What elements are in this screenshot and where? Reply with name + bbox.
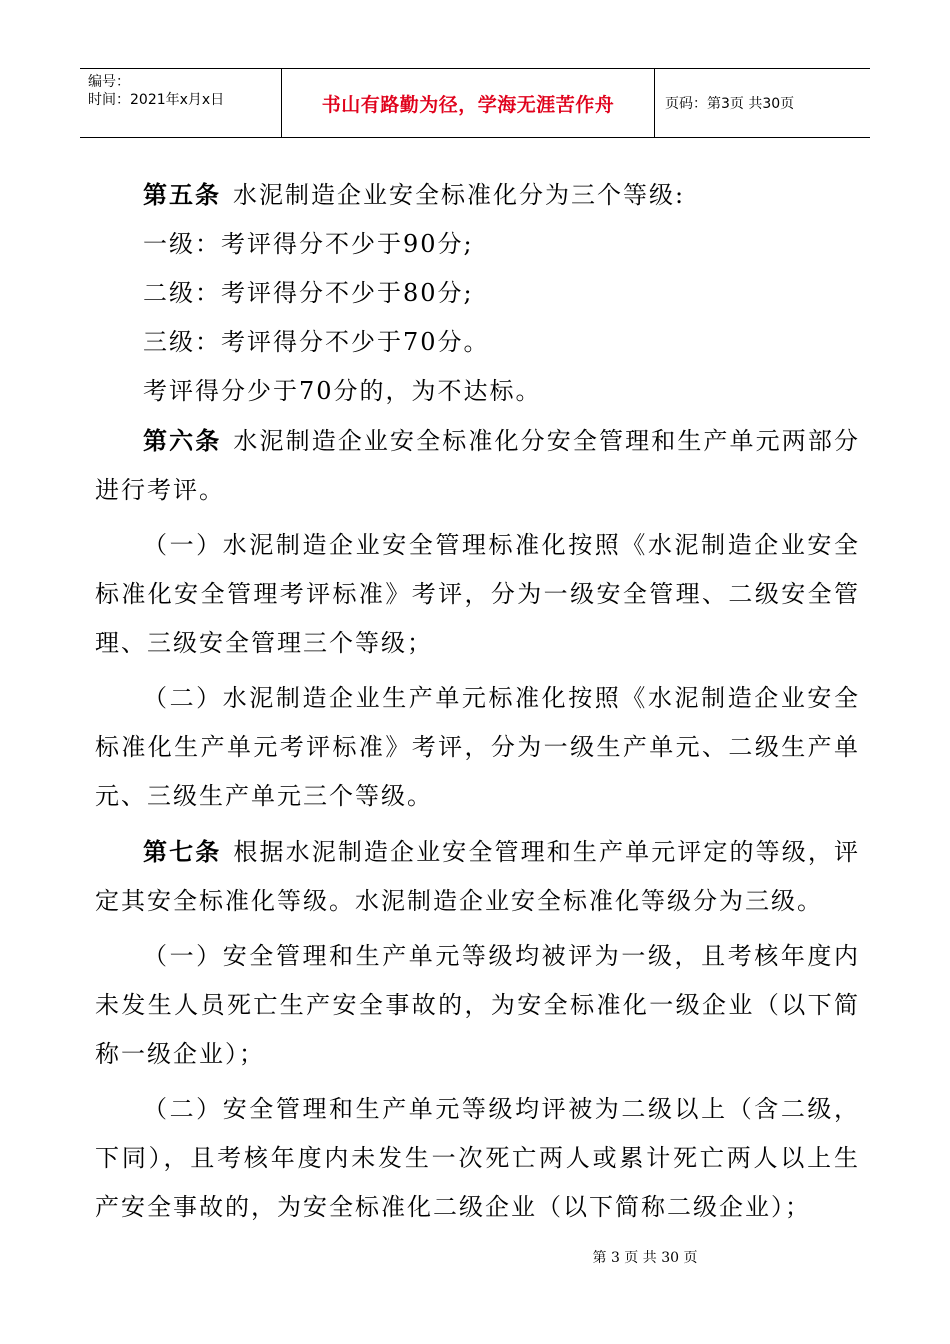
article-6-title: 第六条 [143,426,222,455]
page-header [80,68,870,138]
header-motto: 书山有路勤为径，学海无涯苦作舟 [282,69,655,137]
article-7-item-1: （一）安全管理和生产单元等级均被评为一级，且考核年度内未发生人员死亡生产安全事故的，为安全标准化一级企业（以下简称一级企业）； [95,942,860,1068]
article-6-item-1: （一）水泥制造企业安全管理标准化按照《水泥制造企业安全标准化安全管理考评标准》考评，分为一级安全管理、二级安全管理、三级安全管理三个等级； [95,531,860,657]
article-6 [95,416,860,515]
time-label: 时间：2021年x月x日 [88,92,225,108]
article-7-item-2: （二）安全管理和生产单元等级均评被为二级以上（含二级，下同），且考核年度内未发生一次死亡两人或累计死亡两人以上生产安全事故的，为安全标准化二级企业（以下简称二级企业）； [95,1095,860,1221]
article-5 [95,170,860,220]
level-1-line: 一级：考评得分不少于90分; [143,230,474,258]
page-footer [0,1247,950,1267]
footer-page-number: 第 3 页 共 30 页 [592,1250,698,1266]
article-7-text: 根据水泥制造企业安全管理和生产单元评定的等级，评定其安全标准化等级。水泥制造企业安全标准化等级分为三级。 [95,838,861,915]
article-7 [95,827,860,926]
fail-line: 考评得分少于70分的，为不达标。 [143,377,542,405]
document-body [95,170,860,1232]
level-2-line: 二级：考评得分不少于80分; [143,279,474,307]
header-meta [80,69,282,137]
header-page-info: 页码：第3页 共30页 [665,96,795,112]
article-6-text: 水泥制造企业安全标准化分安全管理和生产单元两部分进行考评。 [95,427,861,504]
article-5-text: 水泥制造企业安全标准化分为三个等级: [233,181,686,209]
article-7-title: 第七条 [143,837,222,866]
article-6-item-2: （二）水泥制造企业生产单元标准化按照《水泥制造企业安全标准化生产单元考评标准》考评，分为一级生产单元、二级生产单元、三级生产单元三个等级。 [95,684,860,810]
article-5-title: 第五条 [143,180,221,209]
number-label: 编号： [88,74,130,90]
level-3-line: 三级：考评得分不少于70分。 [143,328,490,356]
